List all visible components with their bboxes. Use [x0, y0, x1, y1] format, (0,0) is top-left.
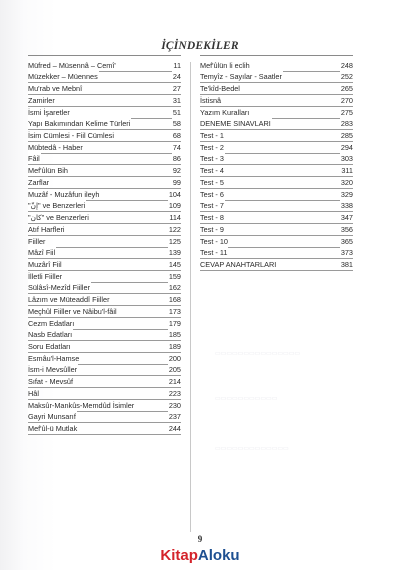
toc-entry-page: 285	[340, 131, 353, 141]
toc-entry-label: Lâzım ve Müteaddî Fiiller	[28, 295, 110, 305]
watermark-part-1: Kitap	[160, 547, 198, 564]
toc-entry	[28, 165, 181, 177]
toc-entry-page: 311	[341, 166, 353, 176]
toc-entry-label: Test - 5	[200, 177, 224, 187]
toc-entry-label: Cezm Edatları	[28, 318, 75, 328]
toc-entry	[28, 60, 181, 72]
toc-entry-label: Test - 2	[200, 142, 224, 152]
toc-entry-label: Muzâf - Muzâfun ileyh	[28, 189, 100, 199]
toc-entry-page: 223	[168, 388, 181, 398]
toc-entry-page: 51	[172, 107, 181, 117]
toc-entry-label: Mef'ûlün Bih	[28, 166, 68, 176]
toc-entry-page: 104	[168, 189, 181, 199]
toc-entry-page: 248	[340, 60, 353, 70]
toc-entry-label: İsmi İşaretler	[28, 107, 70, 117]
watermark-part-2: Aloku	[197, 547, 240, 564]
title-rule-left	[28, 55, 181, 56]
toc-entry	[28, 201, 181, 213]
toc-entry	[28, 365, 181, 377]
toc-entry-page: 24	[172, 72, 181, 82]
toc-entry-page: 265	[340, 84, 353, 94]
toc-entry	[28, 189, 181, 201]
show-through-text: ▭▭▭▭▭▭▭▭▭▭▭▭▭	[215, 446, 289, 452]
toc-entry	[28, 376, 181, 388]
toc-right-column	[200, 60, 353, 271]
toc-entry-page: 275	[340, 107, 353, 117]
toc-entry-page: 320	[340, 177, 353, 187]
toc-entry	[28, 283, 181, 295]
toc-entry	[200, 201, 353, 213]
toc-entry	[28, 236, 181, 248]
toc-entry-page: 58	[172, 119, 181, 129]
toc-entry-page: 27	[172, 84, 181, 94]
column-divider	[190, 62, 191, 532]
toc-entry	[28, 142, 181, 154]
toc-entry-label: Mef'ûlün li eclih	[200, 60, 250, 70]
toc-entry-label: Test - 1	[200, 131, 224, 141]
toc-entry-label: CEVAP ANAHTARLARI	[200, 259, 277, 269]
toc-entry	[200, 165, 353, 177]
toc-entry-page: 74	[172, 142, 181, 152]
toc-entry	[200, 142, 353, 154]
toc-entry	[28, 119, 181, 131]
page-title: İÇİNDEKİLER	[161, 40, 239, 52]
toc-entry-page: 189	[168, 341, 181, 351]
toc-entry-label: Yapı Bakımından Kelime Türleri	[28, 119, 131, 129]
toc-entry-page: 356	[340, 224, 353, 234]
toc-entry	[200, 189, 353, 201]
toc-entry-page: 373	[340, 248, 353, 258]
toc-entry	[200, 212, 353, 224]
toc-entry-page: 329	[340, 189, 353, 199]
toc-entry-label: Sülâsî-Mezîd Fiiller	[28, 283, 91, 293]
toc-entry-label: Meçhûl Fiiller ve Nâibu'l-fâil	[28, 306, 117, 316]
toc-entry-label: İlletli Fiiller	[28, 271, 63, 281]
toc-entry-page: 294	[340, 142, 353, 152]
toc-entry-label: Test - 4	[200, 166, 224, 176]
toc-entry-label: Test - 6	[200, 189, 224, 199]
toc-entry-label: Test - 9	[200, 224, 224, 234]
toc-entry-page: 303	[340, 154, 353, 164]
toc-entry-label: Muzârî Fiil	[28, 259, 62, 269]
toc-entry-label: Mu'rab ve Mebnî	[28, 84, 83, 94]
toc-entry	[28, 294, 181, 306]
toc-entry-label: Atıf Harfleri	[28, 224, 65, 234]
toc-entry-label: Fâil	[28, 154, 40, 164]
toc-entry-label: Test - 7	[200, 201, 224, 211]
toc-entry	[28, 154, 181, 166]
toc-entry-label: Müzekker – Müennes	[28, 72, 98, 82]
toc-entry-label: DENEME SINAVLARI	[200, 119, 271, 129]
toc-entry	[28, 423, 181, 435]
toc-entry	[200, 107, 353, 119]
watermark-logo	[0, 547, 400, 564]
toc-entry	[200, 60, 353, 72]
toc-entry-label: Zarflar	[28, 177, 50, 187]
toc-entry	[28, 259, 181, 271]
toc-entry-page: 283	[340, 119, 353, 129]
toc-entry	[28, 224, 181, 236]
toc-entry-label: Temyîz - Sayılar - Saatler	[200, 72, 282, 82]
toc-entry-page: 122	[168, 224, 181, 234]
toc-entry-label: Fiiller	[28, 236, 46, 246]
toc-entry	[200, 236, 353, 248]
toc-entry-page: 270	[340, 95, 353, 105]
toc-entry-label: Yazım Kuralları	[200, 107, 250, 117]
toc-entry	[28, 388, 181, 400]
toc-entry-label: Zamirler	[28, 95, 55, 105]
toc-entry	[28, 248, 181, 260]
toc-entry	[28, 130, 181, 142]
toc-entry	[200, 83, 353, 95]
toc-entry	[28, 271, 181, 283]
toc-entry-label: Test - 3	[200, 154, 224, 164]
toc-entry-label: Hâl	[28, 388, 39, 398]
toc-entry	[28, 306, 181, 318]
toc-entry	[200, 224, 353, 236]
toc-entry	[28, 72, 181, 84]
toc-entry	[200, 72, 353, 84]
toc-entry-page: 244	[168, 424, 181, 433]
toc-entry	[200, 119, 353, 131]
toc-entry-page: 230	[168, 400, 181, 410]
show-through-text: ▭▭▭▭▭▭▭▭▭▭▭▭▭▭▭	[215, 351, 301, 357]
toc-entry-label: Mef'ûl-ü Mutlak	[28, 424, 78, 433]
toc-entry-label: "كان" ve Benzerleri	[28, 213, 89, 223]
page-number: 9	[197, 534, 203, 544]
toc-entry-label: Sıfat - Mevsûf	[28, 377, 74, 387]
toc-entry	[28, 318, 181, 330]
toc-entry	[200, 177, 353, 189]
toc-entry-page: 185	[168, 330, 181, 340]
toc-entry-page: 179	[168, 318, 181, 328]
toc-entry-page: 11	[173, 60, 181, 70]
toc-entry	[200, 154, 353, 166]
toc-entry-label: Müfred – Müsennâ – Cemî'	[28, 60, 116, 70]
toc-entry-page: 92	[172, 166, 181, 176]
toc-entry	[200, 95, 353, 107]
show-through-text: ▭▭▭▭▭▭▭▭▭▭▭	[215, 396, 278, 402]
toc-entry-page: 173	[168, 306, 181, 316]
toc-entry	[200, 130, 353, 142]
toc-entry-label: İsim Cümlesi - Fiil Cümlesi	[28, 131, 114, 141]
toc-entry	[28, 212, 181, 224]
toc-entry-label: Test - 8	[200, 213, 224, 223]
toc-entry-label: Test - 10	[200, 236, 228, 246]
toc-entry	[28, 330, 181, 342]
toc-entry	[28, 177, 181, 189]
toc-entry	[28, 83, 181, 95]
toc-entry-page: 99	[172, 177, 181, 187]
toc-entry-page: 114	[169, 213, 181, 223]
toc-entry	[28, 107, 181, 119]
toc-entry-page: 168	[168, 295, 181, 305]
toc-entry-label: Maksûr-Mankûs-Memdûd İsimler	[28, 400, 135, 410]
toc-left-column	[28, 60, 181, 435]
toc-entry-page: 86	[172, 154, 181, 164]
toc-entry-label: İstisnâ	[200, 95, 222, 105]
title-rule-right	[200, 55, 353, 56]
toc-entry-page: 347	[340, 213, 353, 223]
toc-entry-page: 365	[340, 236, 353, 246]
toc-entry-label: İsm-i Mevsûller	[28, 365, 78, 375]
toc-entry-page: 252	[340, 72, 353, 82]
toc-entry	[28, 400, 181, 412]
toc-entry-label: Gayri Munsarıf	[28, 412, 76, 422]
toc-entry-page: 31	[172, 95, 181, 105]
toc-entry	[28, 95, 181, 107]
toc-entry-label: Te'kîd-Bedel	[200, 84, 240, 94]
toc-entry-label: Soru Edatları	[28, 341, 71, 351]
toc-entry-label: Nasb Edatları	[28, 330, 73, 340]
toc-entry-page: 159	[168, 271, 181, 281]
toc-entry-label: "إنّ" ve Benzerleri	[28, 201, 86, 211]
toc-entry-page: 162	[168, 283, 181, 293]
toc-entry-label: Mâzî Fiil	[28, 248, 56, 258]
toc-entry-page: 338	[340, 201, 353, 211]
toc-entry-label: Esmâu'l-Hamse	[28, 353, 80, 363]
toc-entry-page: 68	[172, 131, 181, 141]
toc-entry-page: 237	[168, 412, 181, 422]
toc-entry-label: Test - 11	[200, 248, 228, 258]
toc-entry-label: Mübtedâ - Haber	[28, 142, 83, 152]
toc-entry-page: 145	[168, 259, 181, 269]
toc-entry-page: 109	[168, 201, 181, 211]
toc-entry-page: 125	[168, 236, 181, 246]
toc-entry-page: 200	[168, 353, 181, 363]
toc-entry	[200, 248, 353, 260]
toc-entry	[200, 259, 353, 271]
toc-entry-page: 381	[340, 259, 353, 269]
toc-entry-page: 214	[168, 377, 181, 387]
toc-entry	[28, 353, 181, 365]
toc-entry	[28, 341, 181, 353]
toc-entry-page: 205	[168, 365, 181, 375]
toc-entry-page: 139	[168, 248, 181, 258]
toc-entry	[28, 412, 181, 424]
